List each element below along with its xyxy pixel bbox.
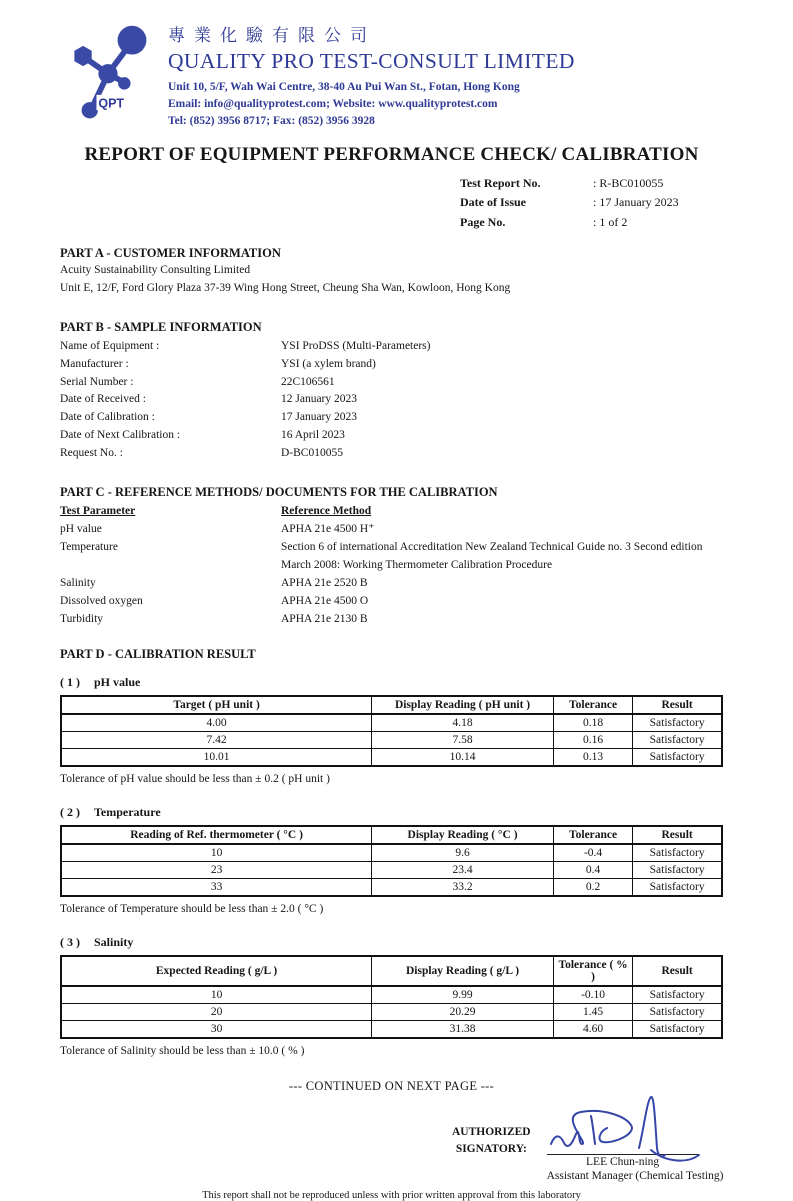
signature-area [547,1098,762,1182]
column-header: Tolerance [553,826,632,844]
ph-calibration-table [60,695,723,767]
part-b-heading: PART B - SAMPLE INFORMATION [60,319,262,334]
field-label: Date of Calibration : [60,411,155,424]
reference-row [60,611,723,629]
column-header: Result [633,956,722,986]
meta-row-date-of-issue [460,193,723,212]
table-header-row [61,826,722,844]
meta-label: Test Report No. [460,176,541,191]
authorized-label-line2: SIGNATORY: [455,1143,527,1156]
customer-name: Acuity Sustainability Consulting Limited [60,263,251,276]
table-row [61,1020,722,1038]
continued-on-next-page: --- CONTINUED ON NEXT PAGE --- [288,1078,495,1093]
cell-reference-reading: 33 [61,878,372,896]
test-parameter: Salinity [60,576,96,589]
cell-tolerance: 1.45 [553,1003,632,1020]
column-header: Tolerance [553,696,632,714]
cell-tolerance: 0.2 [553,878,632,896]
test-parameter: Turbidity [60,612,104,625]
cell-display-reading: 10.14 [372,748,554,766]
meta-label: Date of Issue [460,195,526,210]
column-header: Tolerance ( % ) [553,956,632,986]
cell-result: Satisfactory [633,844,722,862]
table-row [61,714,722,732]
field-value: 16 April 2023 [281,429,345,442]
test-parameter: pH value [60,523,102,536]
calibration-section-temperature [60,805,723,915]
cell-tolerance: -0.4 [553,844,632,862]
column-header: Expected Reading ( g/L ) [61,956,372,986]
cell-display-reading: 20.29 [372,1003,554,1020]
field-value: YSI ProDSS (Multi-Parameters) [281,339,431,352]
temperature-calibration-table [60,825,723,897]
customer-address: Unit E, 12/F, Ford Glory Plaza 37-39 Wing Hong Street, Cheung Sha Wan, Kowloon, Hong Kong [60,282,511,295]
cell-expected-reading: 20 [61,1003,372,1020]
table-row [61,1003,722,1020]
cell-tolerance: 4.60 [553,1020,632,1038]
cell-tolerance: 0.18 [553,714,632,732]
column-header: Result [633,826,722,844]
cell-tolerance: 0.16 [553,731,632,748]
signature-scribble [547,1092,717,1158]
meta-row-page-no [460,213,723,232]
cell-display-reading: 31.38 [372,1020,554,1038]
meta-value: : 1 of 2 [593,214,628,229]
reference-method: APHA 21e 4500 O [281,594,369,607]
part-b-section [60,320,723,464]
meta-value: : R-BC010055 [593,176,664,191]
cell-display-reading: 7.58 [372,731,554,748]
reference-row [60,539,723,575]
field-value: 22C106561 [281,375,335,388]
field-value: D-BC010055 [281,447,343,460]
field-label: Request No. : [60,447,123,460]
cell-reference-reading: 10 [61,844,372,862]
logo-text: QPT [98,96,125,111]
section-name: Salinity [94,934,134,949]
cell-tolerance: 0.4 [553,861,632,878]
cell-result: Satisfactory [633,714,722,732]
part-d-section [60,647,723,1057]
reference-header-row [60,503,723,521]
cell-expected-reading: 10 [61,986,372,1004]
sample-info-row [60,445,723,463]
cell-display-reading: 9.99 [372,986,554,1004]
cell-target: 10.01 [61,748,372,766]
cell-result: Satisfactory [633,748,722,766]
column-header: Display Reading ( g/L ) [372,956,554,986]
reference-row [60,593,723,611]
field-label: Name of Equipment : [60,339,160,352]
sample-info-row [60,338,723,356]
field-value: 17 January 2023 [281,411,358,424]
report-meta [460,174,723,232]
letterhead [60,14,723,130]
column-header-test-parameter: Test Parameter [60,505,136,518]
section-name: pH value [94,674,141,689]
company-address: Unit 10, 5/F, Wah Wai Centre, 38-40 Au Pui Wan St., Fotan, Hong Kong [168,80,520,93]
cell-tolerance: 0.13 [553,748,632,766]
cell-tolerance: -0.10 [553,986,632,1004]
sample-info-row [60,391,723,409]
reference-row [60,575,723,593]
company-contact-tel: Tel: (852) 3956 8717; Fax: (852) 3956 3928 [168,115,375,128]
part-d-heading: PART D - CALIBRATION RESULT [60,646,256,661]
section-number: ( 1 ) [60,674,80,689]
salinity-calibration-table [60,955,723,1039]
cell-display-reading: 9.6 [372,844,554,862]
company-logo-icon [60,14,156,122]
cell-result: Satisfactory [633,861,722,878]
column-header: Reading of Ref. thermometer ( °C ) [61,826,372,844]
reference-method: APHA 21e 4500 H⁺ [281,523,375,536]
cell-display-reading: 4.18 [372,714,554,732]
cell-reference-reading: 23 [61,861,372,878]
table-row [61,731,722,748]
table-row [61,878,722,896]
sample-info-row [60,356,723,374]
part-c-section [60,485,723,629]
report-disclaimer: This report shall not be reproduced unless with prior written approval from this laboratory [202,1189,581,1201]
reference-method: Section 6 of international Accreditation New Zealand Technical Guide no. 3 Second edition March 2008: Working Thermometer Calibration Procedure [281,541,703,572]
section-label [60,805,723,820]
sample-info-row [60,374,723,392]
meta-row-report-no [460,174,723,193]
section-number: ( 3 ) [60,934,80,949]
field-value: YSI (a xylem brand) [281,357,376,370]
part-a-section [60,246,723,298]
table-row [61,986,722,1004]
cell-target: 7.42 [61,731,372,748]
report-title: REPORT OF EQUIPMENT PERFORMANCE CHECK/ CALIBRATION [84,144,699,166]
column-header: Target ( pH unit ) [61,696,372,714]
tolerance-note: Tolerance of Salinity should be less than ± 10.0 ( % ) [60,1044,305,1057]
section-name: Temperature [94,804,161,819]
table-header-row [61,956,722,986]
column-header: Result [633,696,722,714]
tolerance-note: Tolerance of Temperature should be less than ± 2.0 ( °C ) [60,902,324,915]
authorized-label-line1: AUTHORIZED [452,1125,531,1138]
sample-info-row [60,427,723,445]
table-row [61,861,722,878]
signatory-title: Assistant Manager (Chemical Testing) [546,1169,724,1182]
part-c-heading: PART C - REFERENCE METHODS/ DOCUMENTS FOR THE CALIBRATION [60,485,498,500]
reference-method: APHA 21e 2520 B [281,576,368,589]
cell-expected-reading: 30 [61,1020,372,1038]
cell-result: Satisfactory [633,986,722,1004]
cell-result: Satisfactory [633,731,722,748]
cell-result: Satisfactory [633,1003,722,1020]
company-name-english: QUALITY PRO TEST-CONSULT LIMITED [168,48,575,73]
part-a-heading: PART A - CUSTOMER INFORMATION [60,245,281,260]
field-label: Serial Number : [60,375,134,388]
cell-display-reading: 33.2 [372,878,554,896]
field-label: Manufacturer : [60,357,129,370]
cell-target: 4.00 [61,714,372,732]
authorized-signatory-label [452,1124,531,1182]
reference-method: APHA 21e 2130 B [281,612,368,625]
section-label [60,935,723,950]
calibration-section-salinity [60,935,723,1057]
company-contact-email: Email: info@qualityprotest.com; Website: www.qualityprotest.com [168,97,498,110]
cell-result: Satisfactory [633,1020,722,1038]
test-parameter: Temperature [60,541,118,554]
signatory-name: LEE Chun-ning [586,1155,660,1168]
signature-block [60,1098,723,1182]
column-header: Display Reading ( °C ) [372,826,554,844]
section-label [60,675,723,690]
meta-value: : 17 January 2023 [593,195,679,210]
column-header-reference-method: Reference Method [281,505,372,518]
meta-label: Page No. [460,214,506,229]
sample-info-row [60,409,723,427]
test-parameter: Dissolved oxygen [60,594,143,607]
table-row [61,844,722,862]
column-header: Display Reading ( pH unit ) [372,696,554,714]
table-row [61,748,722,766]
field-label: Date of Received : [60,393,146,406]
calibration-section-ph [60,675,723,785]
field-value: 12 January 2023 [281,393,358,406]
cell-result: Satisfactory [633,878,722,896]
field-label: Date of Next Calibration : [60,429,181,442]
cell-display-reading: 23.4 [372,861,554,878]
reference-row [60,521,723,539]
table-header-row [61,696,722,714]
section-number: ( 2 ) [60,804,80,819]
tolerance-note: Tolerance of pH value should be less than ± 0.2 ( pH unit ) [60,772,330,785]
company-name-chinese: 專業化驗有限公司 [168,26,376,45]
